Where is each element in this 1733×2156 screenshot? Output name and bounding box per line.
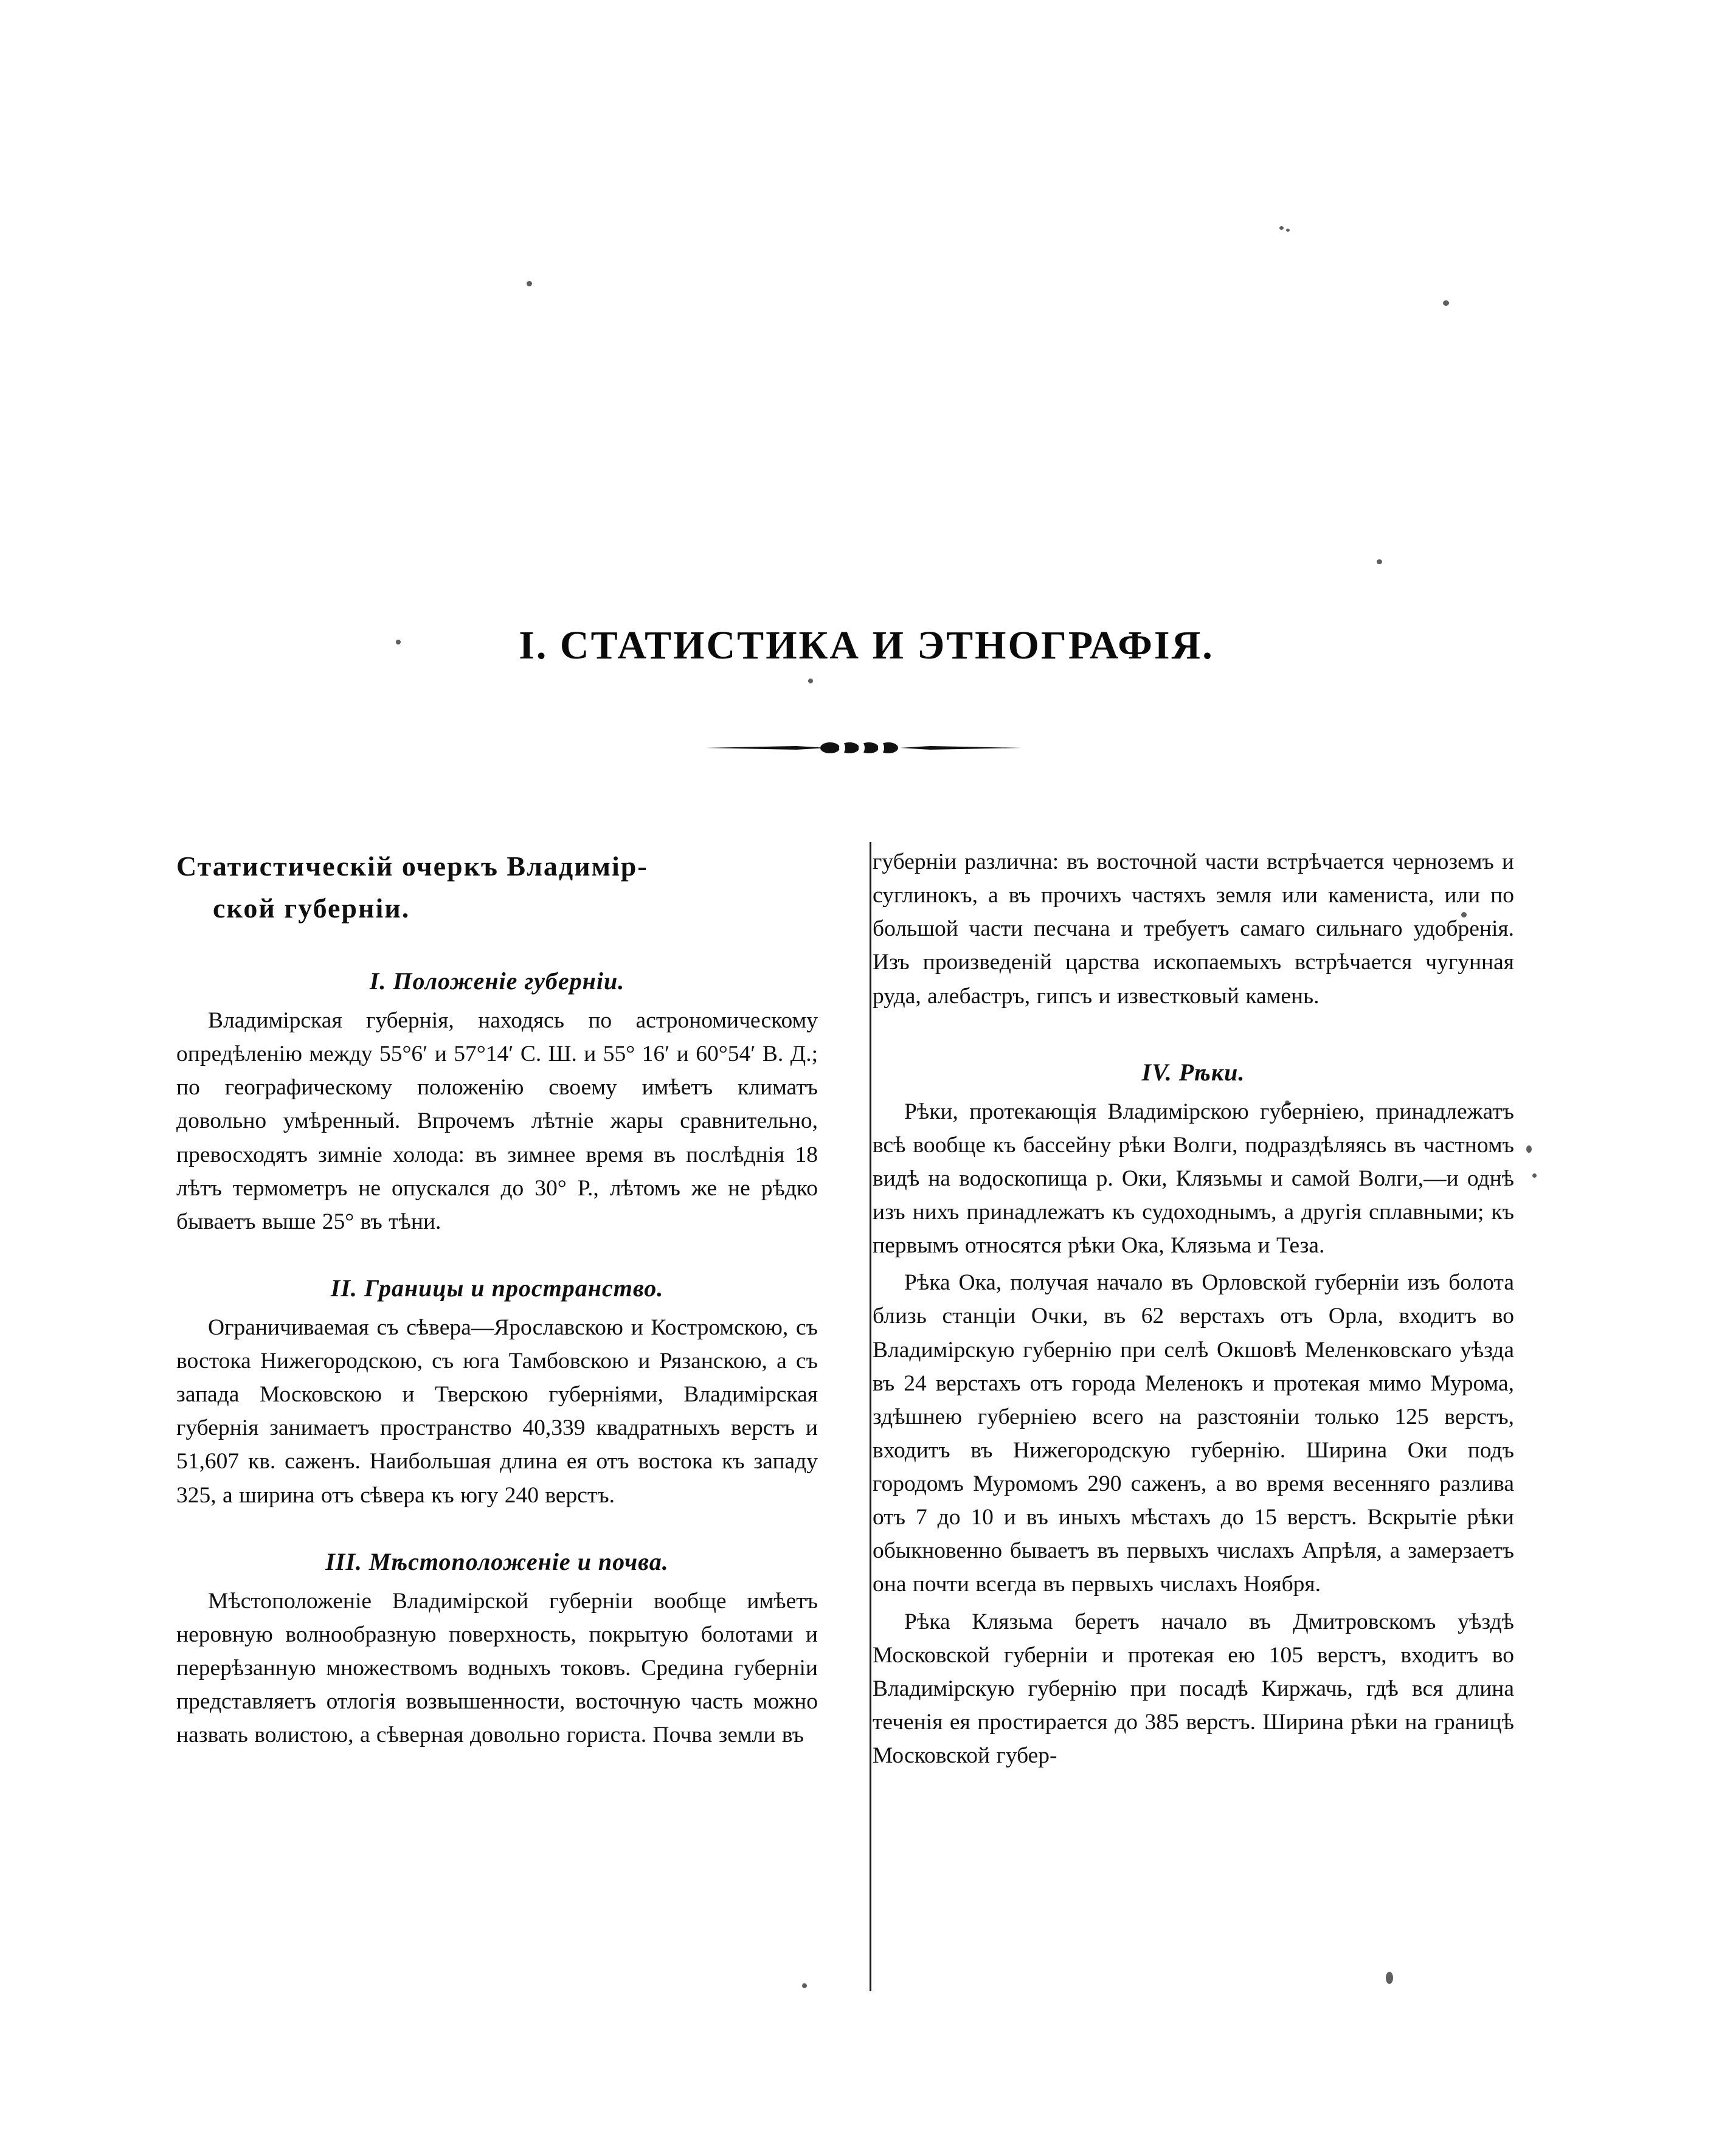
page-title: I. СТАТИСТИКА И ЭТНОГРАФІЯ. — [519, 623, 1214, 668]
article-title-line-2: ской губерніи. — [213, 893, 410, 924]
scan-speck — [1443, 300, 1449, 306]
paragraph: Мѣстоположеніе Владимірской губерніи вообще имѣетъ неровную волнообразную поверхность, покрытую болотами и перерѣзанную множествомъ водныхъ токовъ. Средина губерніи представляетъ отлогія возвышенности, восточную часть можно назвать волистою, а сѣверная довольно гориста. Почва земли въ — [176, 1588, 818, 1748]
paragraph: Владимірская губернія, находясь по астрономическому опредѣленію между 55°6′ и 57°14′ С. Ш. и 55° 16′ и 60°54′ В. Д.; по географическому положенію своему имѣетъ климатъ довольно умѣренный. Впрочемъ лѣтніе жары сравнительно, превосходятъ зимніе холода: въ зимнее время въ послѣднія 18 лѣтъ термометръ не опускался до 30° Р., лѣтомъ же не рѣдко бываетъ выше 25° въ тѣни. — [176, 1008, 818, 1234]
scan-speck — [802, 1983, 807, 1988]
section-heading-4: IV. Рѣки. — [1141, 1058, 1245, 1086]
ornamental-divider — [705, 739, 1022, 757]
continuation-paragraph: губерніи различна: въ восточной части встрѣчается черноземъ и суглинокъ, а въ прочихъ частяхъ земля или камениста, или по большой части песчана и требуетъ самаго сильнаго удобренія. Изъ произведеній царства ископаемыхъ встрѣчается чугунная руда, алебастръ, гипсъ и известковый камень. — [873, 849, 1514, 1009]
section-heading-2: II. Границы и пространство. — [330, 1274, 664, 1302]
section-heading-3: III. Мѣстоположеніе и почва. — [325, 1547, 669, 1575]
scan-speck — [1286, 229, 1290, 232]
section-heading-1: I. Положеніе губерніи. — [369, 967, 625, 995]
scan-speck — [1377, 559, 1382, 564]
right-column — [873, 845, 1514, 1776]
article-title-line-1: Статистическій очеркъ Владимір- — [176, 851, 648, 882]
scan-speck — [527, 281, 532, 286]
paragraph: Ограничиваемая съ сѣвера—Ярославскою и Костромскою, съ востока Нижегородскою, съ юга Тамбовскою и Рязанскою, а съ запада Московскою и Тверскою губерніями, Владимірская губернія занимаетъ пространство 40,339 квадратныхъ верстъ и 51,607 кв. саженъ. Наибольшая длина ея отъ востока къ западу 325, а ширина отъ сѣвера къ югу 240 верстъ. — [176, 1315, 818, 1508]
scan-speck — [1279, 226, 1284, 230]
two-column-body — [176, 845, 1569, 1976]
paragraph: Рѣки, протекающія Владимірскою губерніею, принадлежатъ всѣ вообще къ бассейну рѣки Волги, подраздѣляясь въ частномъ видѣ на водоскопища р. Оки, Клязьмы и самой Волги,—и однѣ изъ нихъ принадлежатъ къ судоходнымъ, а другія сплавными; къ первымъ относятся рѣки Ока, Клязьма и Теза. — [873, 1099, 1514, 1259]
paragraph: Рѣка Клязьма беретъ начало въ Дмитровскомъ уѣздѣ Московской губерніи и протекая ею 105 верстъ, входитъ во Владимірскую губернію при посадѣ Киржачь, гдѣ вся длина теченія ея простирается до 385 верстъ. Ширина рѣки на границѣ Московской губер- — [873, 1609, 1514, 1768]
scan-speck — [808, 679, 813, 683]
article-title — [176, 845, 818, 929]
left-column — [176, 845, 818, 1755]
paragraph: Рѣка Ока, получая начало въ Орловской губерніи изъ болота близь станціи Очки, въ 62 верстахъ отъ Орла, входитъ во Владимірскую губернію при селѣ Окшовѣ Меленковскаго уѣзда въ 24 верстахъ отъ города Меленокъ и протекая мимо Мурома, здѣшнею губерніею всего на разстояніи только 125 верстъ, входитъ въ Нижегородскую губернію. Ширина Оки подъ городомъ Муромомъ 290 саженъ, а во время весенняго разлива отъ 7 до 10 и въ иныхъ мѣстахъ до 15 верстъ. Вскрытіе рѣки обыкновенно бываетъ въ первыхъ числахъ Апрѣля, а замерзаетъ она почти всегда въ первыхъ числахъ Ноября. — [873, 1270, 1514, 1597]
